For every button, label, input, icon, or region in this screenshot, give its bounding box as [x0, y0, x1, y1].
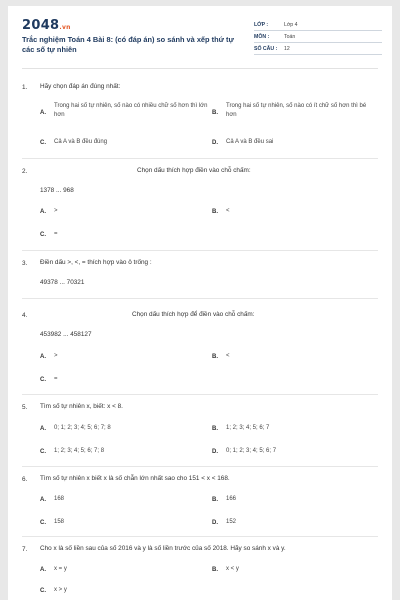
option-letter: D.	[212, 520, 218, 526]
option-letter: B.	[212, 567, 218, 573]
option-text[interactable]: Cả A và B đều sai	[226, 139, 274, 145]
option-letter: B.	[212, 209, 218, 215]
option-letter: D.	[212, 140, 218, 146]
option-letter: C.	[40, 588, 46, 594]
logo-suffix: .vn	[59, 24, 71, 31]
question-text: Điền dấu >, <, = thích hợp vào ô trống :	[40, 259, 152, 266]
meta-value: 12	[284, 46, 290, 52]
question-text: Chọn dấu thích hợp điền vào chỗ chấm:	[137, 167, 251, 174]
expression: 453982 ... 458127	[40, 331, 92, 338]
question-text: Tìm số tự nhiên x, biết: x < 8.	[40, 403, 123, 410]
header-divider	[22, 68, 378, 69]
question-divider	[22, 298, 378, 299]
expression: 1378 ... 968	[40, 187, 74, 194]
question-divider	[22, 466, 378, 467]
option-text[interactable]: 166	[226, 496, 237, 502]
meta-value: Lớp 4	[284, 22, 298, 28]
expression: 49378 ... 70321	[40, 279, 85, 286]
option-text[interactable]: =	[54, 231, 58, 237]
option-letter: A.	[40, 426, 46, 432]
option-text[interactable]: 0; 1; 2; 3; 4; 5; 6; 7	[226, 448, 277, 454]
option-text[interactable]: 0; 1; 2; 3; 4; 5; 6; 7; 8	[54, 425, 111, 431]
option-text[interactable]: Trong hai số tự nhiên, số nào có nhiều chữ số hơn thì lớn hơn	[54, 103, 208, 118]
meta-row-count	[254, 43, 382, 55]
worksheet-title: Trắc nghiệm Toán 4 Bài 8: (có đáp án) so sánh và xếp thứ tự các số tự nhiên	[22, 35, 234, 54]
question-text: Hãy chọn đáp án đúng nhất:	[40, 83, 121, 90]
question-number: 3.	[22, 260, 28, 267]
option-text[interactable]: 1; 2; 3; 4; 5; 6; 7	[226, 425, 270, 431]
question-divider	[22, 394, 378, 395]
question-number: 5.	[22, 404, 28, 411]
option-text[interactable]: Trong hai số tự nhiên, số nào có ít chữ số hơn thì bé hơn	[226, 103, 367, 118]
meta-key: LỚP :	[254, 22, 269, 28]
option-letter: A.	[40, 110, 46, 116]
option-letter: C.	[40, 140, 46, 146]
option-text[interactable]: 168	[54, 496, 65, 502]
question-number: 4.	[22, 312, 28, 319]
option-letter: A.	[40, 209, 46, 215]
option-text[interactable]: x < y	[226, 566, 239, 572]
option-letter: D.	[212, 449, 218, 455]
option-text[interactable]: >	[54, 353, 58, 359]
option-text[interactable]: 158	[54, 519, 65, 525]
option-letter: B.	[212, 354, 218, 360]
question-divider	[22, 250, 378, 251]
option-letter: B.	[212, 110, 218, 116]
logo-main: 2048	[22, 18, 60, 33]
meta-key: SỐ CÂU :	[254, 46, 278, 52]
question-text: Cho x là số liền sau của số 2016 và y là số liền trước của số 2018. Hãy so sánh x và y.	[40, 545, 286, 552]
question-divider	[22, 158, 378, 159]
option-text[interactable]: =	[54, 376, 58, 382]
option-letter: C.	[40, 449, 46, 455]
option-letter: C.	[40, 232, 46, 238]
option-letter: B.	[212, 426, 218, 432]
option-letter: A.	[40, 354, 46, 360]
option-text[interactable]: x = y	[54, 566, 67, 572]
question-number: 1.	[22, 84, 28, 91]
meta-info	[254, 19, 382, 55]
question-text: Tìm số tự nhiên x biết x là số chẵn lớn nhất sao cho 151 < x < 168.	[40, 475, 230, 482]
option-letter: B.	[212, 497, 218, 503]
option-letter: C.	[40, 377, 46, 383]
option-text[interactable]: Cả A và B đều đúng	[54, 139, 108, 145]
option-letter: C.	[40, 520, 46, 526]
option-letter: A.	[40, 497, 46, 503]
option-text[interactable]: >	[54, 208, 58, 214]
question-number: 2.	[22, 168, 28, 175]
meta-value: Toán	[284, 34, 296, 40]
question-number: 7.	[22, 546, 28, 553]
option-text[interactable]: <	[226, 353, 230, 359]
site-logo[interactable]	[22, 18, 71, 33]
option-text[interactable]: x > y	[54, 587, 67, 593]
option-text[interactable]: 1; 2; 3; 4; 5; 6; 7; 8	[54, 448, 105, 454]
option-text[interactable]: <	[226, 208, 230, 214]
meta-row-subject	[254, 31, 382, 43]
worksheet-page	[8, 6, 392, 600]
meta-key: MÔN :	[254, 34, 270, 40]
meta-row-class	[254, 19, 382, 31]
option-letter: A.	[40, 567, 46, 573]
question-text: Chọn dấu thích hợp để điền vào chỗ chấm:	[132, 311, 255, 318]
question-number: 6.	[22, 476, 28, 483]
option-text[interactable]: 152	[226, 519, 237, 525]
question-divider	[22, 536, 378, 537]
